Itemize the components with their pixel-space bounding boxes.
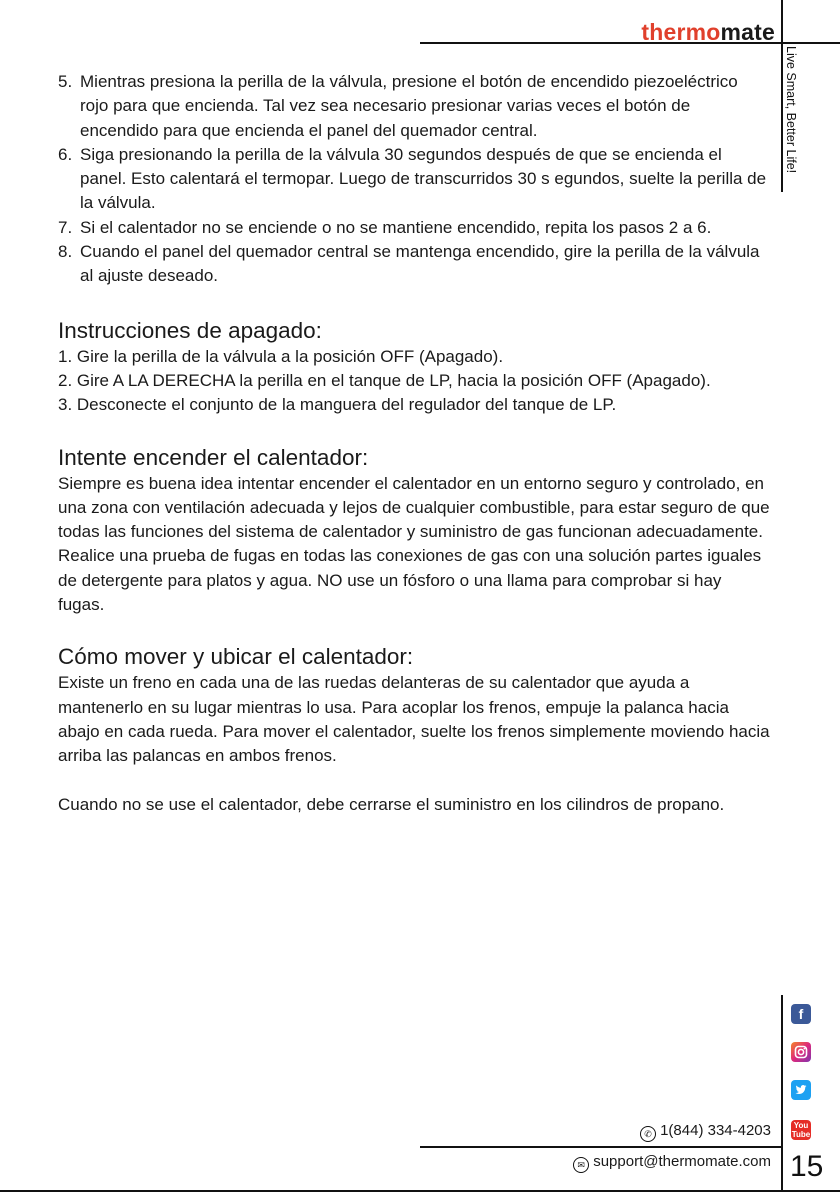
support-phone [560, 1122, 771, 1142]
move-heading: Cómo mover y ubicar el calentador: [58, 644, 414, 670]
shutdown-heading: Instrucciones de apagado: [58, 317, 322, 343]
tagline-text: Live Smart, Better Life! [784, 46, 798, 174]
phone-icon: ✆ [640, 1126, 656, 1142]
footer-rule [420, 1146, 782, 1148]
youtube-badge-line-2: Tube [791, 1130, 811, 1139]
step-number: 7. [58, 217, 73, 237]
youtube-icon[interactable] [791, 1120, 811, 1140]
twitter-glyph [791, 1080, 811, 1100]
youtube-badge-line-1: You [793, 1121, 809, 1130]
shutdown-line-1: 1. Gire la perilla de la válvula a la posición OFF (Apagado). [58, 346, 504, 366]
support-email [520, 1153, 771, 1173]
mail-icon: ✉ [573, 1157, 589, 1173]
twitter-icon[interactable] [791, 1080, 811, 1100]
step-number: 8. [58, 242, 73, 262]
step-text: Mientras presiona la perilla de la válvula, presione el botón de encendido piezoeléctrico rojo para que encienda. Tal vez sea necesario presionar varias veces el botón de encendido para que encienda el panel del quemador central. [80, 72, 738, 140]
instagram-glyph [791, 1042, 811, 1062]
step-number: 6. [58, 144, 73, 164]
footer-vertical-rule [781, 995, 783, 1192]
list-item [58, 240, 770, 289]
step-text: Siga presionando la perilla de la válvula 30 segundos después de que se encienda el panel. Esto calentará el termopar. Luego de transcurridos 30 s egundos, suelte la perilla de la válvula. [80, 144, 767, 213]
move-paragraph-2: Cuando no se use el calentador, debe cerrarse el suministro en los cilindros de propano. [58, 794, 725, 814]
step-number: 5. [58, 72, 73, 91]
logo-mate: mate [720, 19, 775, 45]
step-text: Cuando el panel del quemador central se mantenga encendido, gire la perilla de la válvula al ajuste deseado. [80, 242, 760, 286]
list-item [58, 216, 770, 240]
try-paragraph: Siempre es buena idea intentar encender el calentador en un entorno seguro y controlado, en una zona con ventilación adecuada y lejos de cualquier combustible, para estar seguro de que todas las funciones del sistema de calentador y suministro de gas funcionan adecuadamente. Realice una prueba de fugas en todas las conexiones de gas con una solución partes iguales de detergente para platos y agua. NO use un fósforo o una llama para comprobar si hay fugas. [58, 473, 770, 615]
try-heading: Intente encender el calentador: [58, 444, 369, 470]
move-paragraph-1: Existe un freno en cada una de las ruedas delanteras de su calentador que ayuda a mantenerlo en su lugar mientras lo usa. Para acoplar los frenos, empuje la palanca hacia abajo en cada rueda. Para mover el calentador, suelte los frenos simplemente moviendo hacia arriba las palancas en ambos frenos. [58, 673, 770, 766]
email-text: support@thermomate.com [593, 1153, 771, 1170]
brand-logo [560, 19, 775, 45]
facebook-icon[interactable]: f [791, 1004, 811, 1024]
tagline [782, 46, 804, 186]
steps-list [58, 70, 770, 289]
logo-thermo: thermo [641, 19, 721, 45]
shutdown-line-2: 2. Gire A LA DERECHA la perilla en el tanque de LP, hacia la posición OFF (Apagado). [58, 370, 711, 390]
page-content [58, 70, 770, 817]
instagram-icon[interactable] [791, 1042, 811, 1062]
shutdown-line-3: 3. Desconecte el conjunto de la manguera del regulador del tanque de LP. [58, 395, 617, 415]
list-item [58, 70, 770, 143]
page-number: 15 [790, 1150, 824, 1183]
phone-text: 1(844) 334-4203 [660, 1122, 771, 1139]
step-text: Si el calentador no se enciende o no se mantiene encendido, repita los pasos 2 a 6. [80, 217, 712, 237]
list-item [58, 143, 770, 216]
